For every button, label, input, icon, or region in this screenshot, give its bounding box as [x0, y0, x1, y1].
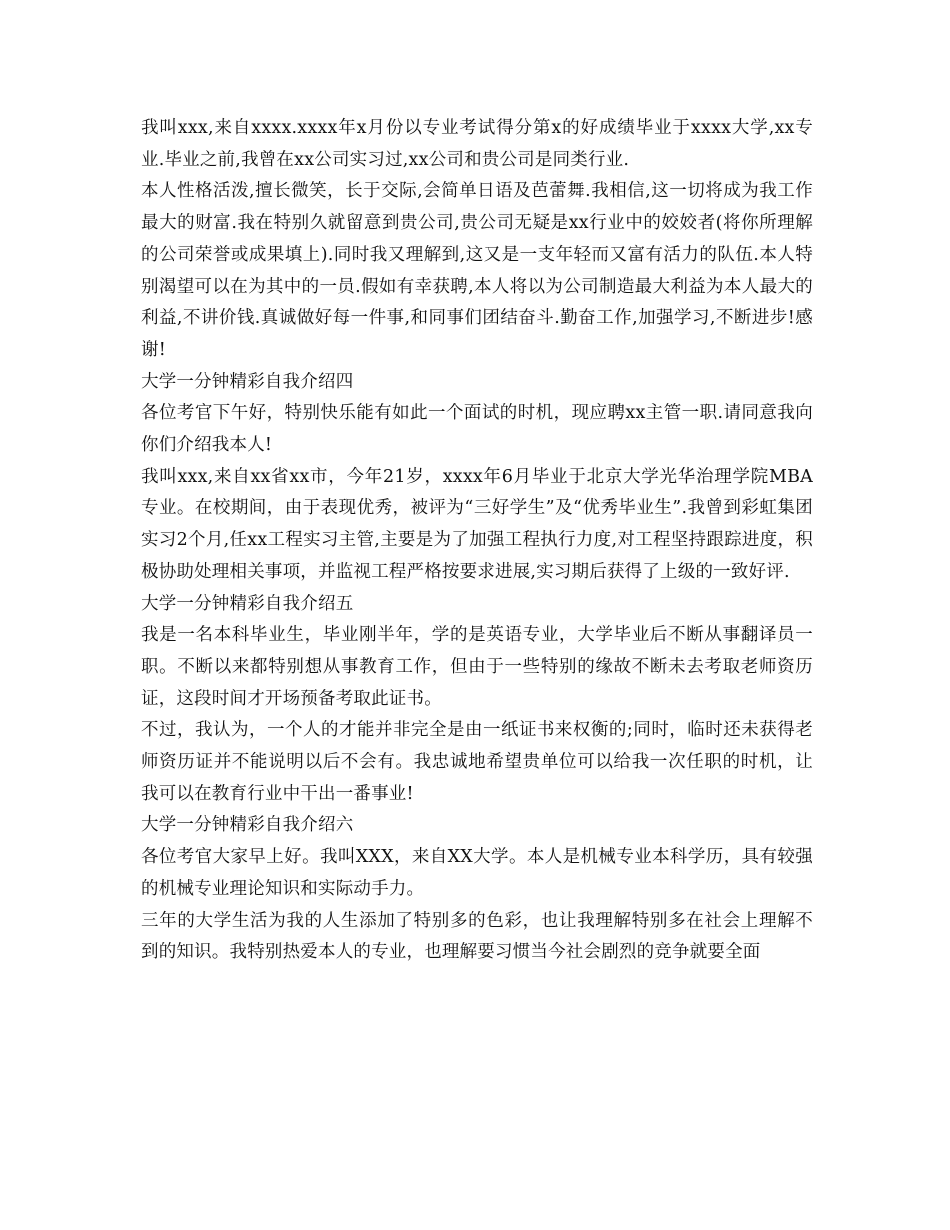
paragraph: 我叫xxx,来自xxxx.xxxx年x月份以专业考试得分第x的好成绩毕业于xxxx大学,xx专业.毕业之前,我曾在xx公司实习过,xx公司和贵公司是同类行业. [141, 118, 813, 170]
paragraph: 三年的大学生活为我的人生添加了特别多的色彩，也让我理解特别多在社会上理解不到的知识。我特别热爱本人的专业，也理解要习惯当今社会剧烈的竞争就要全面 [141, 910, 813, 963]
paragraph: 本人性格活泼,擅长微笑，长于交际,会简单日语及芭蕾舞.我相信,这一切将成为我工作最大的财富.我在特别久就留意到贵公司,贵公司无疑是xx行业中的姣姣者(将你所理解的公司荣誉或成果填上).同时我又理解到,这又是一支年轻而又富有活力的队伍.本人特别渴望可以在为其中的一员.假如有幸获聘,本人将以为公司制造最大利益为本人最大的利益,不讲价钱.真诚做好每一件事,和同事们团结奋斗.勤奋工作,加强学习,不断进步!感谢! [141, 181, 813, 360]
document-body [141, 113, 813, 969]
section-heading: 大学一分钟精彩自我介绍五 [141, 593, 354, 614]
paragraph: 我叫xxx,来自xx省xx市，今年21岁，xxxx年6月毕业于北京大学光华治理学院MBA专业。在校期间，由于表现优秀，被评为“三好学生”及“优秀毕业生”.我曾到彩虹集团实习2个月,任xx工程实习主管,主要是为了加强工程执行力度,对工程坚持跟踪进度，积极协助处理相关事项，并监视工程严格按要求进展,实习期后获得了上级的一致好评. [141, 466, 813, 582]
section-heading: 大学一分钟精彩自我介绍四 [141, 371, 354, 392]
paragraph: 各位考官下午好，特别快乐能有如此一个面试的时机，现应聘xx主管一职.请同意我向你们介绍我本人! [141, 403, 813, 456]
paragraph: 我是一名本科毕业生，毕业刚半年，学的是英语专业，大学毕业后不断从事翻译员一职。不断以来都特别想从事教育工作，但由于一些特别的缘故不断未去考取老师资历证，这段时间才开场预备考取此证书。 [141, 625, 813, 709]
section-heading: 大学一分钟精彩自我介绍六 [141, 815, 354, 836]
paragraph: 各位考官大家早上好。我叫XXX，来自XX大学。本人是机械专业本科学历，具有较强的机械专业理论知识和实际动手力。 [141, 847, 813, 899]
paragraph: 不过，我认为，一个人的才能并非完全是由一纸证书来权衡的;同时，临时还未获得老师资历证并不能说明以后不会有。我忠诚地希望贵单位可以给我一次任职的时机，让我可以在教育行业中干出一番事业! [141, 720, 813, 804]
